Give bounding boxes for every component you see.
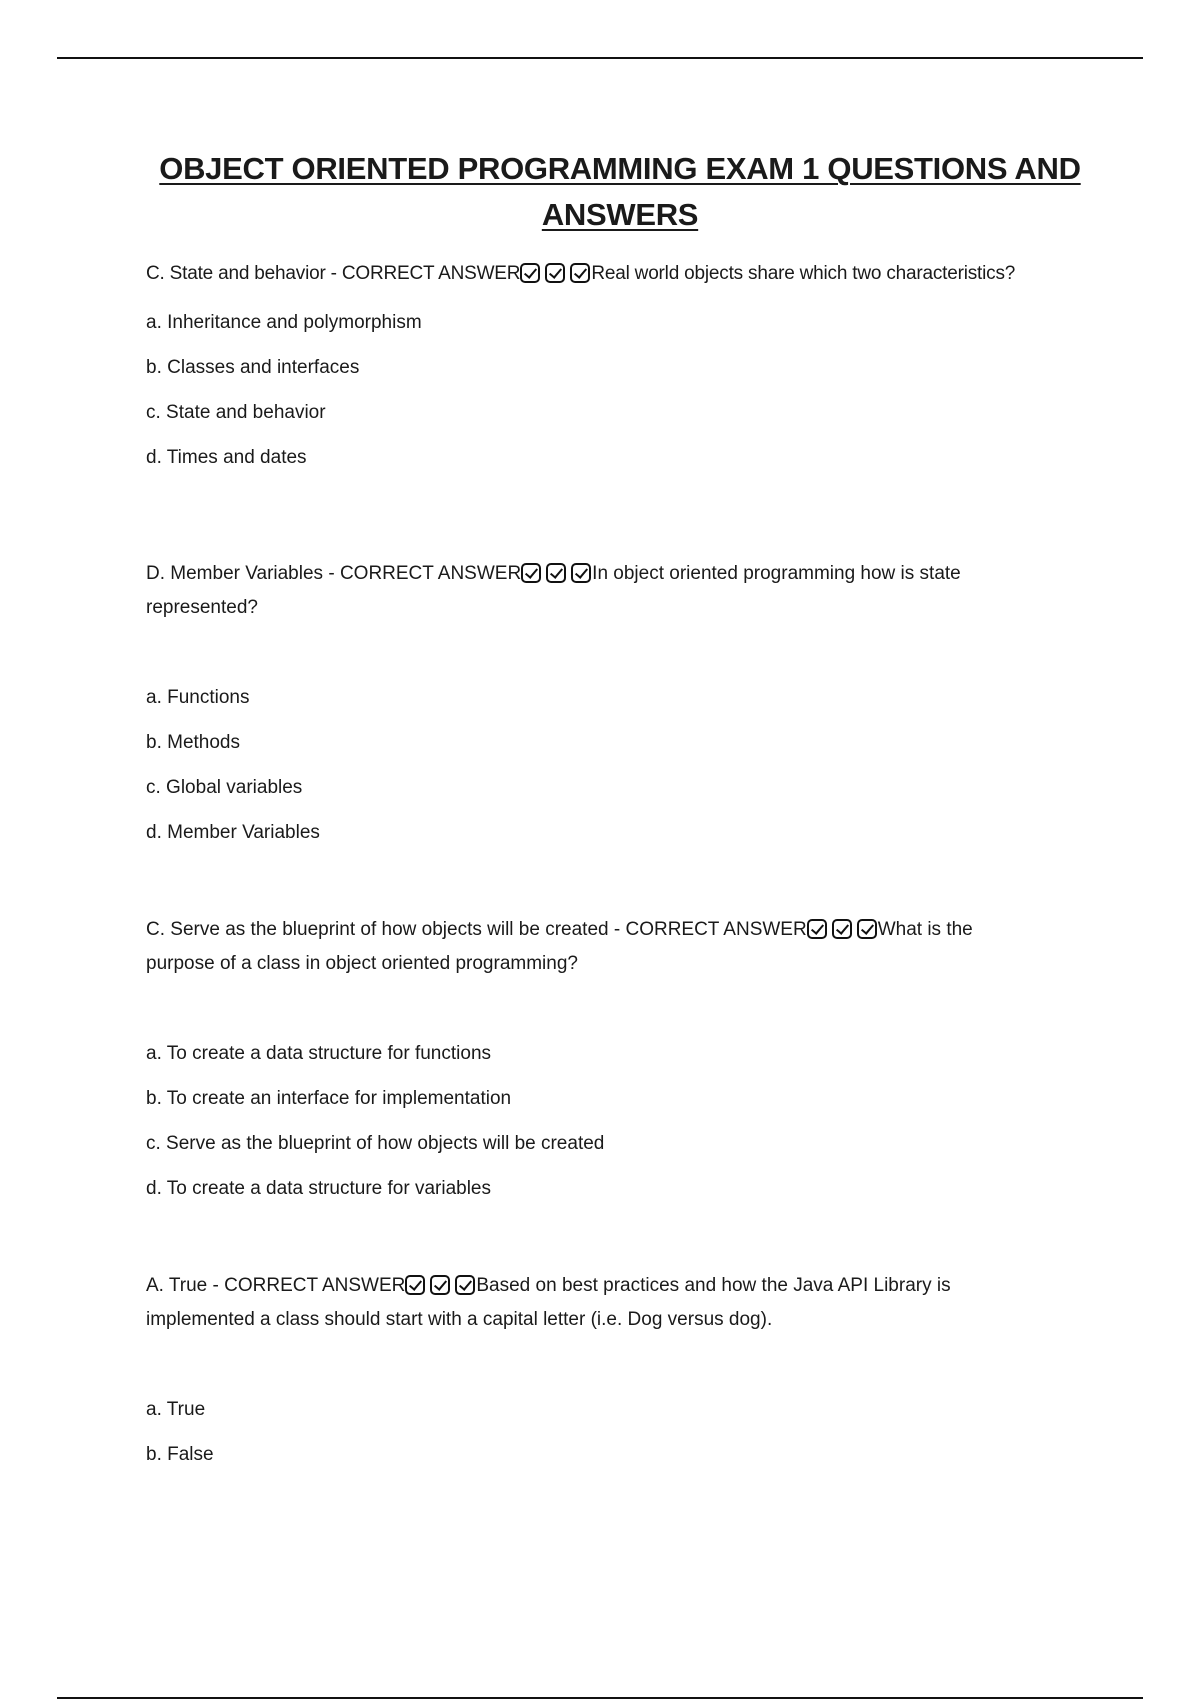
correct-answer-label: CORRECT ANSWER <box>625 919 807 940</box>
question-text: Real world objects share which two characteristics? <box>591 263 1016 284</box>
option-item: a. Functions <box>146 687 250 708</box>
checkbox-checked-icon <box>807 919 827 939</box>
answer-text: C. Serve as the blueprint of how objects will be created - <box>146 919 626 940</box>
question-text: What is the purpose of a class in object oriented programming? <box>146 919 973 974</box>
question-block <box>146 259 1086 488</box>
question-line <box>146 1271 1026 1335</box>
checkmarks <box>405 1275 476 1305</box>
correct-answer-label: CORRECT ANSWER <box>339 563 522 584</box>
question-block <box>146 915 1086 1219</box>
option-item: c. Serve as the blueprint of how objects will be created <box>146 1133 605 1154</box>
checkbox-checked-icon <box>455 1275 475 1295</box>
option-item: c. Global variables <box>146 777 303 798</box>
option-item: d. Times and dates <box>146 447 307 468</box>
checkmarks <box>521 563 592 593</box>
question-text: Based on best practices and how the Java API Library is implemented a class should start with a capital letter (i.e. Dog versus dog). <box>146 1275 951 1330</box>
bottom-rule <box>57 1697 1143 1699</box>
answer-text: C. State and behavior - <box>146 263 342 284</box>
answer-text: D. Member Variables - <box>146 563 340 584</box>
checkbox-checked-icon <box>430 1275 450 1295</box>
document-body <box>146 259 1086 1485</box>
checkmarks <box>520 263 591 293</box>
checkbox-checked-icon <box>571 563 591 583</box>
option-item: b. Methods <box>146 732 240 753</box>
option-item: d. Member Variables <box>146 822 320 843</box>
checkbox-checked-icon <box>857 919 877 939</box>
correct-answer-label: CORRECT ANSWER <box>224 1275 406 1296</box>
checkbox-checked-icon <box>545 263 565 283</box>
checkbox-checked-icon <box>521 563 541 583</box>
question-line <box>146 259 1086 293</box>
option-item: b. False <box>146 1444 214 1465</box>
question-block <box>146 559 1086 863</box>
answer-text: A. True - <box>146 1275 225 1296</box>
option-item: a. To create a data structure for functions <box>146 1043 492 1064</box>
option-item: a. True <box>146 1399 206 1420</box>
checkbox-checked-icon <box>546 563 566 583</box>
question-line <box>146 559 1026 623</box>
option-item: d. To create a data structure for variables <box>146 1178 491 1199</box>
question-block <box>146 1271 1086 1485</box>
option-item: b. Classes and interfaces <box>146 357 360 378</box>
checkbox-checked-icon <box>570 263 590 283</box>
option-item: c. State and behavior <box>146 402 326 423</box>
question-line <box>146 915 1026 979</box>
option-item: a. Inheritance and polymorphism <box>146 312 422 333</box>
checkmarks <box>807 919 878 949</box>
checkbox-checked-icon <box>832 919 852 939</box>
checkbox-checked-icon <box>520 263 540 283</box>
correct-answer-label: CORRECT ANSWER <box>341 263 521 284</box>
checkbox-checked-icon <box>405 1275 425 1295</box>
option-item: b. To create an interface for implementation <box>146 1088 512 1109</box>
page-title: OBJECT ORIENTED PROGRAMMING EXAM 1 QUESTIONS AND ANSWERS <box>159 151 1081 232</box>
top-rule <box>57 57 1143 59</box>
question-text: In object oriented programming how is state represented? <box>146 563 961 618</box>
